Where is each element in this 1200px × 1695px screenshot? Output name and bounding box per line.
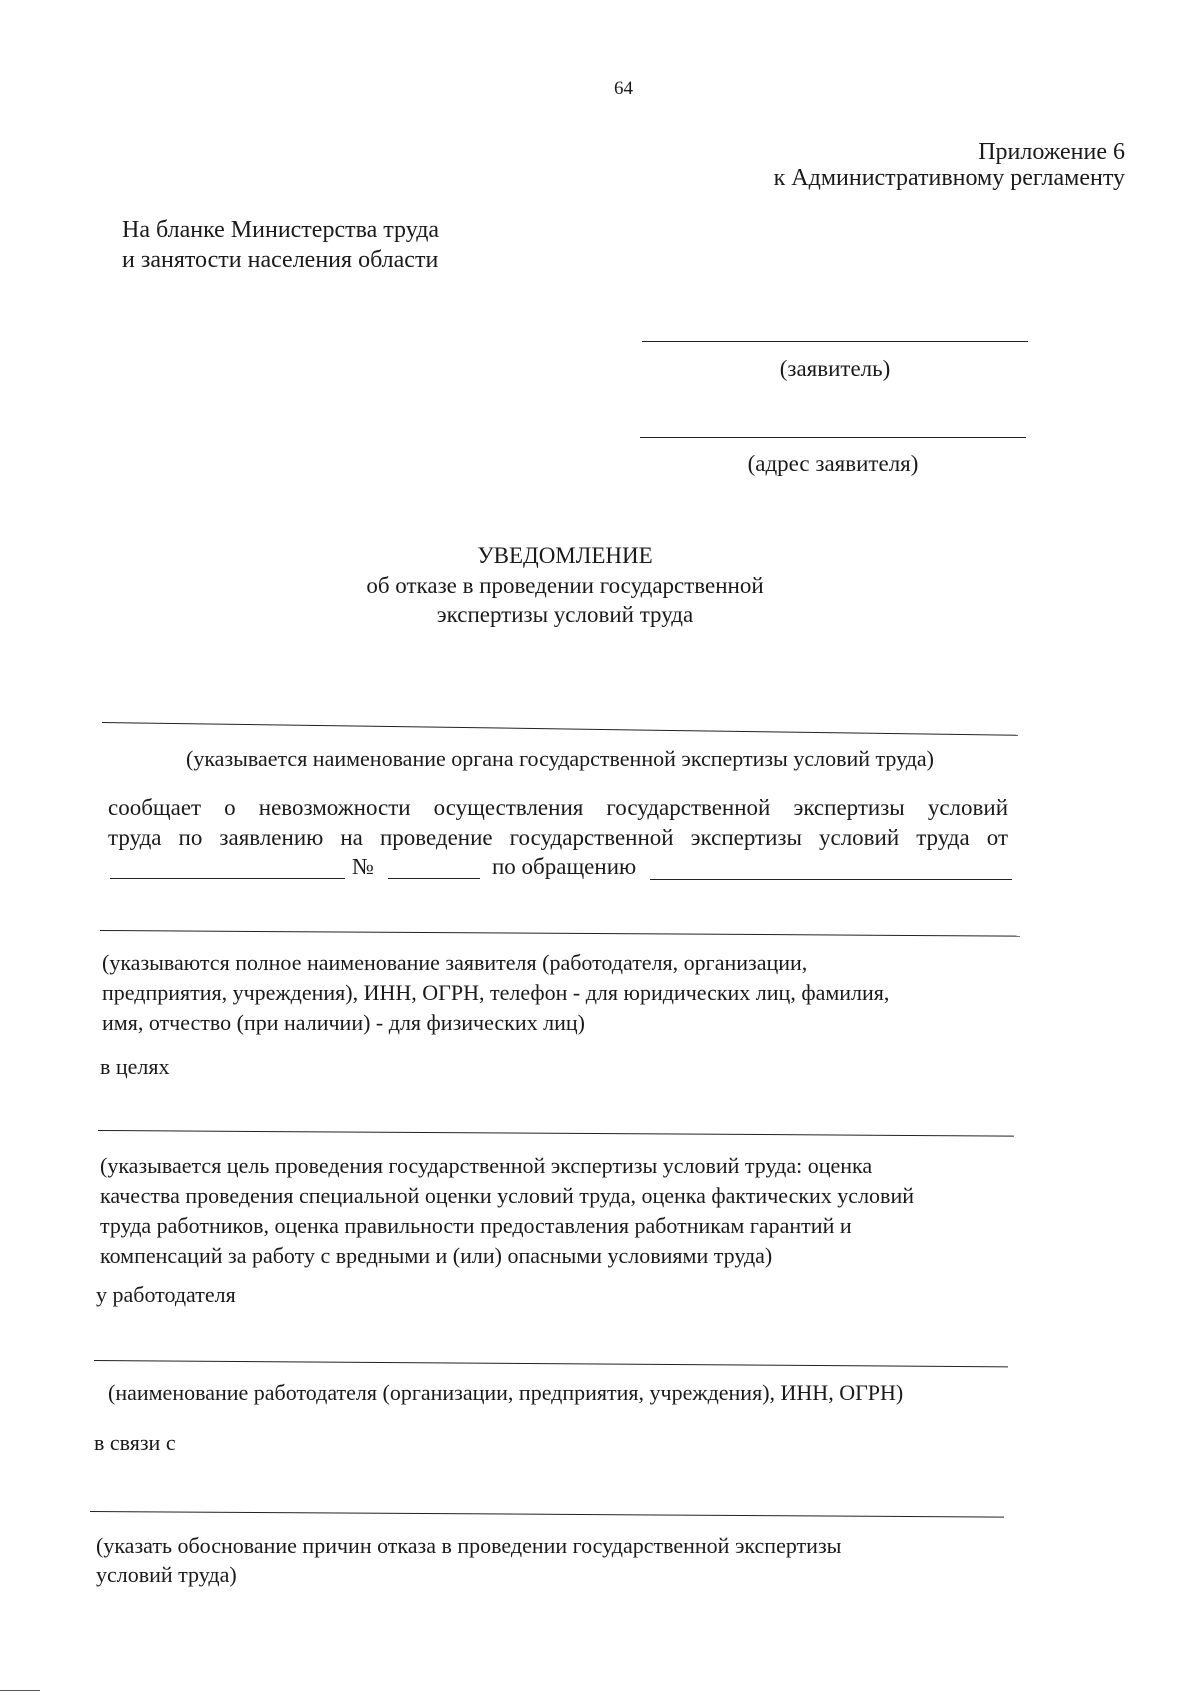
applicant-details-line: [100, 930, 1020, 937]
appendix-line-2: к Административному регламенту: [773, 165, 1125, 191]
request-field-line: [650, 879, 1012, 880]
address-caption: (адрес заявителя): [747, 451, 919, 476]
purpose-field-line: [98, 1130, 1014, 1137]
title-heading: УВЕДОМЛЕНИЕ: [477, 543, 653, 568]
applicant-caption: (заявитель): [779, 356, 891, 381]
number-sign: №: [352, 854, 374, 879]
purpose-caption-line-1: (указывается цель проведения государственной экспертизы условий труда: оценка: [100, 1153, 873, 1178]
message-line-1: сообщает о невозможности осуществления государственной экспертизы условий: [108, 795, 1008, 820]
message-line-2: труда по заявлению на проведение государственной экспертизы условий труда от: [108, 825, 1008, 850]
reason-field-line: [90, 1511, 1004, 1518]
number-field-line: [388, 878, 480, 879]
applicant-caption-line-3: имя, отчество (при наличии) - для физических лиц): [102, 1010, 585, 1035]
applicant-address-line: [640, 437, 1026, 438]
employer-field-line: [94, 1360, 1008, 1367]
title-sub-1: об отказе в проведении государственной: [366, 573, 764, 598]
employer-caption: (наименование работодателя (организации, предприятия, учреждения), ИНН, ОГРН): [108, 1380, 904, 1405]
purpose-caption-line-2: качества проведения специальной оценки условий труда, оценка фактических условий: [100, 1183, 914, 1208]
organ-field-line: [102, 722, 1018, 736]
letterhead-line-1: На бланке Министерства труда: [122, 217, 440, 243]
purpose-label: в целях: [100, 1054, 170, 1079]
reason-caption-line-2: условий труда): [96, 1562, 237, 1587]
purpose-caption-line-3: труда работников, оценка правильности предоставления работникам гарантий и: [100, 1213, 852, 1238]
purpose-caption-line-4: компенсаций за работу с вредными и (или) опасными условиями труда): [100, 1243, 773, 1268]
appendix-line-1: Приложение 6: [978, 139, 1125, 165]
applicant-caption-line-1: (указываются полное наименование заявителя (работодателя, организации,: [102, 950, 808, 975]
by-request-label: по обращению: [492, 854, 637, 879]
applicant-field-line: [642, 341, 1028, 342]
reason-label: в связи с: [94, 1430, 176, 1455]
date-field-line: [110, 878, 345, 879]
title-sub-2: экспертизы условий труда: [436, 602, 694, 627]
page-number: 64: [614, 78, 633, 99]
organ-caption: (указывается наименование органа государственной экспертизы условий труда): [186, 746, 934, 771]
scan-edge-mark: [0, 1690, 40, 1691]
employer-label: у работодателя: [96, 1282, 236, 1307]
letterhead-line-2: и занятости населения области: [122, 247, 439, 273]
reason-caption-line-1: (указать обоснование причин отказа в проведении государственной экспертизы: [96, 1533, 842, 1558]
applicant-caption-line-2: предприятия, учреждения), ИНН, ОГРН, телефон - для юридических лиц, фамилия,: [102, 980, 890, 1005]
